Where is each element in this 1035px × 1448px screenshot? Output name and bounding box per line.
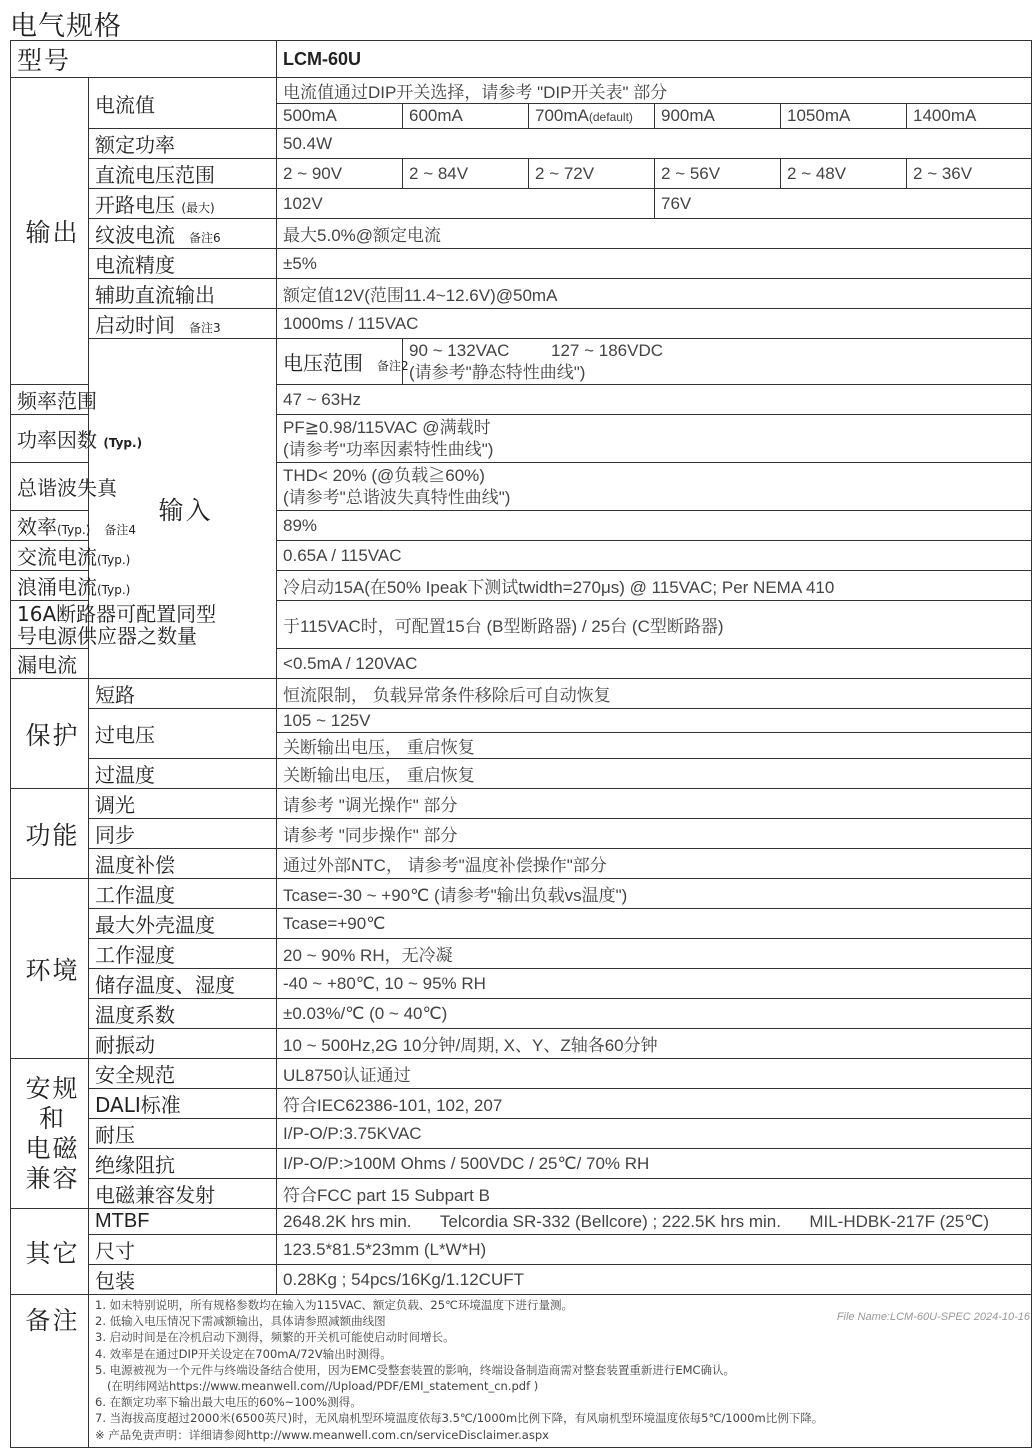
working-temp-row bbox=[11, 879, 1032, 909]
otp-value: 关断输出电压， 重启恢复 bbox=[277, 759, 1032, 789]
rated-power-value: 50.4W bbox=[277, 129, 1032, 159]
withstand-label: 耐压 bbox=[89, 1119, 277, 1149]
leakage-value: <0.5mA / 120VAC bbox=[277, 649, 1032, 679]
dali-value: 符合IEC62386-101, 102, 207 bbox=[277, 1089, 1032, 1119]
temp-coeff-value: ±0.03%/℃ (0 ~ 40℃) bbox=[277, 999, 1032, 1029]
safety-standards-value: UL8750认证通过 bbox=[277, 1059, 1032, 1089]
mtbf-row bbox=[11, 1209, 1032, 1235]
emc-value: 符合FCC part 15 Subpart B bbox=[277, 1179, 1032, 1209]
rated-power-row bbox=[11, 129, 1032, 159]
max-case-value: Tcase=+90℃ bbox=[277, 909, 1032, 939]
otp-label: 过温度 bbox=[89, 759, 277, 789]
note-item: 6. 在额定功率下输出最大电压的60%~100%测得。 bbox=[95, 1395, 362, 1410]
mtbf-value: 2648.2K hrs min. Telcordia SR-332 (Bellcore) ; 222.5K hrs min. MIL-HDBK-217F (25℃) bbox=[277, 1209, 1032, 1235]
current-desc: 电流值通过DIP开关选择，请参考 "DIP开关表" 部分 bbox=[277, 78, 1032, 104]
storage-label: 储存温度、湿度 bbox=[89, 969, 277, 999]
model-label: 型号 bbox=[11, 41, 277, 78]
breaker-value: 于115VAC时，可配置15台 (B型断路器) / 25台 (C型断路器) bbox=[277, 601, 1032, 649]
current-label: 电流值 bbox=[89, 78, 277, 129]
current-value-default: 700mA(default) bbox=[529, 104, 655, 129]
dali-row bbox=[11, 1089, 1032, 1119]
max-case-label: 最大外壳温度 bbox=[89, 909, 277, 939]
dimming-label: 调光 bbox=[89, 789, 277, 819]
otp-row bbox=[11, 759, 1032, 789]
leakage-label: 漏电流 bbox=[11, 649, 89, 679]
vibration-label: 耐振动 bbox=[89, 1029, 277, 1059]
category-notes: 备注 bbox=[11, 1295, 89, 1448]
dc-range-value: 2 ~ 48V bbox=[781, 159, 907, 189]
working-temp-value: Tcase=-30 ~ +90℃ (请参考"输出负载vs温度") bbox=[277, 879, 1032, 909]
temp-coeff-row bbox=[11, 999, 1032, 1029]
startup-value: 1000ms / 115VAC bbox=[277, 309, 1032, 339]
dimming-row bbox=[11, 789, 1032, 819]
withstand-row bbox=[11, 1119, 1032, 1149]
breaker-row bbox=[11, 601, 1032, 649]
isolation-row bbox=[11, 1149, 1032, 1179]
vibration-value: 10 ~ 500Hz,2G 10分钟/周期, X、Y、Z轴各60分钟 bbox=[277, 1029, 1032, 1059]
thd-value: THD< 20% (@负载≧60%) (请参考"总谐波失真特性曲线") bbox=[277, 463, 1032, 511]
note-item: (在明纬网站https://www.meanwell.com//Upload/PDF/EMI_statement_cn.pdf ) bbox=[107, 1379, 539, 1394]
isolation-value: I/P-O/P:>100M Ohms / 500VDC / 25℃/ 70% RH bbox=[277, 1149, 1032, 1179]
note-item: 2. 低输入电压情况下需减额输出，具体请参照减额曲线图 bbox=[95, 1314, 386, 1329]
ovp-row bbox=[11, 709, 1032, 733]
safety-standards-label: 安全规范 bbox=[89, 1059, 277, 1089]
size-row bbox=[11, 1235, 1032, 1265]
dc-range-value: 2 ~ 36V bbox=[907, 159, 1032, 189]
max-case-row bbox=[11, 909, 1032, 939]
dc-range-value: 2 ~ 90V bbox=[277, 159, 403, 189]
open-circuit-value: 76V bbox=[655, 189, 1032, 219]
emc-label: 电磁兼容发射 bbox=[89, 1179, 277, 1209]
current-value: 1050mA bbox=[781, 104, 907, 129]
ac-current-label: 交流电流(Typ.) bbox=[11, 541, 89, 571]
model-value: LCM-60U bbox=[277, 41, 1032, 78]
packing-row bbox=[11, 1265, 1032, 1295]
humidity-label: 工作湿度 bbox=[89, 939, 277, 969]
current-value: 1400mA bbox=[907, 104, 1032, 129]
model-row bbox=[11, 41, 1032, 78]
vibration-row bbox=[11, 1029, 1032, 1059]
temp-comp-label: 温度补偿 bbox=[89, 849, 277, 879]
sync-value: 请参考 "同步操作" 部分 bbox=[277, 819, 1032, 849]
ovp-value-2: 关断输出电压， 重启恢复 bbox=[277, 733, 1032, 759]
startup-row bbox=[11, 309, 1032, 339]
humidity-row bbox=[11, 939, 1032, 969]
ac-current-value: 0.65A / 115VAC bbox=[277, 541, 1032, 571]
packing-label: 包装 bbox=[89, 1265, 277, 1295]
dimming-value: 请参考 "调光操作" 部分 bbox=[277, 789, 1032, 819]
category-safety-emc: 安规 和 电磁 兼容 bbox=[11, 1059, 89, 1209]
size-label: 尺寸 bbox=[89, 1235, 277, 1265]
aux-dc-value: 额定值12V(范围11.4~12.6V)@50mA bbox=[277, 279, 1032, 309]
note-item: 1. 如未特别说明，所有规格参数均在输入为115VAC、额定负载、25℃环境温度下进行量测。 bbox=[95, 1298, 573, 1312]
pf-value: PF≧0.98/115VAC @满载时 (请参考"功率因素特性曲线") bbox=[277, 415, 1032, 463]
rated-power-label: 额定功率 bbox=[89, 129, 277, 159]
category-environment: 环境 bbox=[11, 879, 89, 1059]
open-circuit-label: 开路电压 (最大) bbox=[89, 189, 277, 219]
aux-dc-label: 辅助直流输出 bbox=[89, 279, 277, 309]
category-function: 功能 bbox=[11, 789, 89, 879]
isolation-label: 绝缘阻抗 bbox=[89, 1149, 277, 1179]
input-voltage-value: 90 ~ 132VAC 127 ~ 186VDC (请参考"静态特性曲线") bbox=[403, 339, 1032, 385]
category-input: 输入 bbox=[89, 339, 277, 679]
ovp-value: 105 ~ 125V bbox=[277, 709, 1032, 733]
frequency-label: 频率范围 bbox=[11, 385, 89, 415]
dc-range-value: 2 ~ 56V bbox=[655, 159, 781, 189]
ripple-value: 最大5.0%@额定电流 bbox=[277, 219, 1032, 249]
spec-table bbox=[10, 40, 1032, 1448]
storage-row bbox=[11, 969, 1032, 999]
note-item: 7. 当海拔高度超过2000米(6500英尺)时，无风扇机型环境温度依每3.5℃/1000m比例下降，有风扇机型环境温度依每5℃/1000m比例下降。 bbox=[95, 1411, 824, 1426]
aux-dc-row bbox=[11, 279, 1032, 309]
efficiency-value: 89% bbox=[277, 511, 1032, 541]
current-value: 500mA bbox=[277, 104, 403, 129]
current-value: 600mA bbox=[403, 104, 529, 129]
category-output: 输出 bbox=[11, 78, 89, 385]
size-value: 123.5*81.5*23mm (L*W*H) bbox=[277, 1235, 1032, 1265]
sync-label: 同步 bbox=[89, 819, 277, 849]
mtbf-label: MTBF bbox=[89, 1209, 277, 1235]
breaker-label: 16A断路器可配置同型 号电源供应器之数量 bbox=[11, 601, 89, 649]
page-title: 电气规格 bbox=[10, 11, 122, 42]
working-temp-label: 工作温度 bbox=[89, 879, 277, 909]
startup-label: 启动时间 备注3 bbox=[89, 309, 277, 339]
short-row bbox=[11, 679, 1032, 709]
dali-label: DALI标准 bbox=[89, 1089, 277, 1119]
temp-coeff-label: 温度系数 bbox=[89, 999, 277, 1029]
note-item: ※ 产品免责声明：详细请参阅http://www.meanwell.com.cn/serviceDisclaimer.aspx bbox=[95, 1427, 549, 1442]
temp-comp-value: 通过外部NTC， 请参考"温度补偿操作"部分 bbox=[277, 849, 1032, 879]
short-label: 短路 bbox=[89, 679, 277, 709]
input-voltage-row bbox=[11, 339, 1032, 385]
thd-label: 总谐波失真 bbox=[11, 463, 89, 511]
emc-row bbox=[11, 1179, 1032, 1209]
dc-range-value: 2 ~ 84V bbox=[403, 159, 529, 189]
humidity-value: 20 ~ 90% RH，无冷凝 bbox=[277, 939, 1032, 969]
safety-standards-row bbox=[11, 1059, 1032, 1089]
frequency-value: 47 ~ 63Hz bbox=[277, 385, 1032, 415]
accuracy-value: ±5% bbox=[277, 249, 1032, 279]
dc-range-row bbox=[11, 159, 1032, 189]
note-item: 5. 电源被视为一个元件与终端设备结合使用，因为EMC受整套装置的影响，终端设备制造商需对整套装置重新进行EMC确认。 bbox=[95, 1362, 736, 1377]
accuracy-row bbox=[11, 249, 1032, 279]
open-circuit-row bbox=[11, 189, 1032, 219]
efficiency-label: 效率(Typ.) 备注4 bbox=[11, 511, 89, 541]
dc-range-value: 2 ~ 72V bbox=[529, 159, 655, 189]
dc-range-label: 直流电压范围 bbox=[89, 159, 277, 189]
current-value: 900mA bbox=[655, 104, 781, 129]
packing-value: 0.28Kg ; 54pcs/16Kg/1.12CUFT bbox=[277, 1265, 1032, 1295]
temp-comp-row bbox=[11, 849, 1032, 879]
open-circuit-value: 102V bbox=[277, 189, 655, 219]
note-item: 3. 启动时间是在冷机启动下测得，频繁的开关机可能使启动时间增长。 bbox=[95, 1330, 455, 1345]
ripple-row bbox=[11, 219, 1032, 249]
sync-row bbox=[11, 819, 1032, 849]
storage-value: -40 ~ +80℃, 10 ~ 95% RH bbox=[277, 969, 1032, 999]
output-current-row bbox=[11, 78, 1032, 104]
note-item: 4. 效率是在通过DIP开关设定在700mA/72V输出时测得。 bbox=[95, 1346, 392, 1361]
inrush-label: 浪涌电流(Typ.) bbox=[11, 571, 89, 601]
ripple-label: 纹波电流 备注6 bbox=[89, 219, 277, 249]
ovp-label: 过电压 bbox=[89, 709, 277, 759]
pf-label: 功率因数 (Typ.) bbox=[11, 415, 89, 463]
withstand-value: I/P-O/P:3.75KVAC bbox=[277, 1119, 1032, 1149]
input-voltage-label: 电压范围 备注2 bbox=[277, 339, 403, 385]
accuracy-label: 电流精度 bbox=[89, 249, 277, 279]
category-others: 其它 bbox=[11, 1209, 89, 1295]
short-value: 恒流限制， 负载异常条件移除后可自动恢复 bbox=[277, 679, 1032, 709]
footer-filename: File Name:LCM-60U-SPEC 2024-10-16 bbox=[836, 1311, 1030, 1323]
category-protection: 保护 bbox=[11, 679, 89, 789]
inrush-value: 冷启动15A(在50% Ipeak下测试twidth=270μs) @ 115VAC; Per NEMA 410 bbox=[277, 571, 1032, 601]
